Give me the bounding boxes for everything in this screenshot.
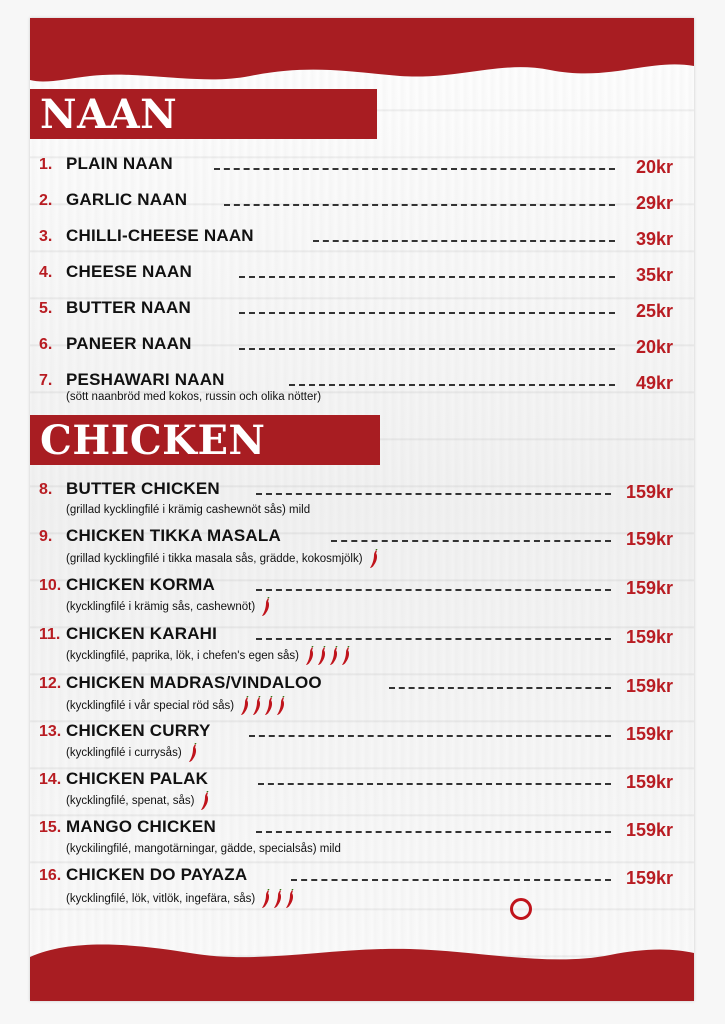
item-number: 16. xyxy=(39,867,62,884)
spice-level xyxy=(261,597,272,617)
item-name: CHICKEN TIKKA MASALA xyxy=(66,526,281,545)
item-description xyxy=(66,888,296,910)
spice-level xyxy=(200,791,211,811)
item-name: CHEESE NAAN xyxy=(66,262,192,281)
chili-pepper-icon xyxy=(252,696,263,716)
item-number: 4. xyxy=(39,264,53,281)
item-price: 159kr xyxy=(625,820,673,840)
chili-pepper-icon xyxy=(261,597,272,617)
circle-ring-icon xyxy=(510,898,532,920)
item-price: 159kr xyxy=(625,529,673,549)
spice-level xyxy=(369,549,380,569)
dotted-leader xyxy=(239,276,615,278)
spice-level xyxy=(305,646,352,666)
item-number: 15. xyxy=(39,819,62,836)
description-text: (kycklingfilé i vår special röd sås) xyxy=(66,700,235,712)
dotted-leader xyxy=(389,687,611,689)
item-number: 3. xyxy=(39,228,53,245)
item-price: 159kr xyxy=(625,676,673,696)
menu-item xyxy=(39,258,673,285)
item-number: 2. xyxy=(39,192,53,209)
item-name: PANEER NAAN xyxy=(66,334,192,353)
menu-item xyxy=(39,669,673,696)
item-name: GARLIC NAAN xyxy=(66,190,188,209)
item-name: PLAIN NAAN xyxy=(66,154,173,173)
item-price: 20kr xyxy=(635,337,673,357)
item-number: 5. xyxy=(39,300,53,317)
item-price: 49kr xyxy=(635,373,673,393)
item-price: 159kr xyxy=(625,772,673,792)
menu-item xyxy=(39,475,673,502)
item-description xyxy=(66,790,211,812)
chili-pepper-icon xyxy=(285,889,296,909)
dotted-leader xyxy=(313,240,615,242)
menu-item xyxy=(39,294,673,321)
item-price: 35kr xyxy=(635,265,673,285)
menu-page xyxy=(30,18,694,1001)
item-name: CHICKEN PALAK xyxy=(66,769,209,788)
top-red-wave xyxy=(30,18,694,98)
chili-pepper-icon xyxy=(329,646,340,666)
item-name: CHILLI-CHEESE NAAN xyxy=(66,226,254,245)
item-description xyxy=(66,695,287,717)
chili-pepper-icon xyxy=(188,743,199,763)
description-text: (kyckilingfilé, mangotärningar, gädde, specialsås) mild xyxy=(66,843,341,855)
menu-item xyxy=(39,186,673,213)
item-number: 8. xyxy=(39,481,53,498)
chili-pepper-icon xyxy=(240,696,251,716)
menu-item xyxy=(39,522,673,549)
item-name: BUTTER CHICKEN xyxy=(66,479,220,498)
item-price: 20kr xyxy=(635,157,673,177)
dotted-leader xyxy=(256,493,611,495)
dotted-leader xyxy=(289,384,615,386)
spice-level xyxy=(240,696,287,716)
item-name: CHICKEN KORMA xyxy=(66,575,215,594)
description-text: (grillad kycklingfilé i tikka masala sås, grädde, kokosmjölk) xyxy=(66,553,363,565)
item-price: 159kr xyxy=(625,578,673,598)
chili-pepper-icon xyxy=(317,646,328,666)
dotted-leader xyxy=(291,879,611,881)
item-number: 6. xyxy=(39,336,53,353)
chili-pepper-icon xyxy=(369,549,380,569)
menu-item xyxy=(39,620,673,647)
item-number: 7. xyxy=(39,372,53,389)
item-description xyxy=(66,645,352,667)
menu-item xyxy=(39,813,673,840)
item-price: 159kr xyxy=(625,482,673,502)
item-name: CHICKEN KARAHI xyxy=(66,624,218,643)
item-number: 10. xyxy=(39,577,62,594)
item-description xyxy=(66,838,341,860)
menu-item xyxy=(39,571,673,598)
menu-item xyxy=(39,717,673,744)
item-name: CHICKEN DO PAYAZA xyxy=(66,865,248,884)
naan-section-title: NAAN xyxy=(30,89,377,139)
chili-pepper-icon xyxy=(261,889,272,909)
item-price: 25kr xyxy=(635,301,673,321)
item-number: 9. xyxy=(39,528,53,545)
bottom-red-wave xyxy=(30,929,694,1001)
chicken-section-title: CHICKEN xyxy=(30,415,380,465)
description-text: (kycklingfilé, paprika, lök, i chefen's egen sås) xyxy=(66,650,299,662)
dotted-leader xyxy=(224,204,615,206)
item-number: 13. xyxy=(39,723,62,740)
dotted-leader xyxy=(256,589,611,591)
item-price: 159kr xyxy=(625,868,673,888)
item-name: MANGO CHICKEN xyxy=(66,817,216,836)
item-name: PESHAWARI NAAN xyxy=(66,370,225,389)
item-description xyxy=(66,499,310,521)
item-number: 1. xyxy=(39,156,53,173)
description-text: (sött naanbröd med kokos, russin och olika nötter) xyxy=(66,391,322,403)
chili-pepper-icon xyxy=(273,889,284,909)
menu-item xyxy=(39,330,673,357)
menu-item xyxy=(39,150,673,177)
item-name: CHICKEN CURRY xyxy=(66,721,211,740)
dotted-leader xyxy=(214,168,615,170)
dotted-leader xyxy=(331,540,611,542)
chili-pepper-icon xyxy=(341,646,352,666)
item-price: 39kr xyxy=(635,229,673,249)
item-price: 159kr xyxy=(625,724,673,744)
spice-level xyxy=(188,743,199,763)
chili-pepper-icon xyxy=(305,646,316,666)
description-text: (kycklingfilé i currysås) xyxy=(66,747,182,759)
item-number: 12. xyxy=(39,675,62,692)
description-text: (kycklingfilé, spenat, sås) xyxy=(66,795,195,807)
item-description xyxy=(66,386,321,408)
item-number: 11. xyxy=(39,626,61,643)
spice-level xyxy=(261,889,296,909)
item-name: BUTTER NAAN xyxy=(66,298,191,317)
description-text: (kycklingfilé, lök, vitlök, ingefära, sås) xyxy=(66,893,256,905)
item-price: 159kr xyxy=(625,627,673,647)
item-name: CHICKEN MADRAS/VINDALOO xyxy=(66,673,322,692)
menu-item xyxy=(39,861,673,888)
description-text: (kycklingfilé i krämig sås, cashewnöt) xyxy=(66,601,256,613)
item-description xyxy=(66,596,272,618)
description-text: (grillad kycklingfilé i krämig cashewnöt sås) mild xyxy=(66,504,311,516)
chili-pepper-icon xyxy=(200,791,211,811)
dotted-leader xyxy=(258,783,611,785)
menu-item xyxy=(39,765,673,792)
item-description xyxy=(66,742,199,764)
dotted-leader xyxy=(239,348,615,350)
dotted-leader xyxy=(239,312,615,314)
chili-pepper-icon xyxy=(276,696,287,716)
item-description xyxy=(66,548,380,570)
item-price: 29kr xyxy=(635,193,673,213)
dotted-leader xyxy=(256,831,611,833)
menu-item xyxy=(39,222,673,249)
chili-pepper-icon xyxy=(264,696,275,716)
item-number: 14. xyxy=(39,771,62,788)
dotted-leader xyxy=(256,638,611,640)
dotted-leader xyxy=(249,735,611,737)
